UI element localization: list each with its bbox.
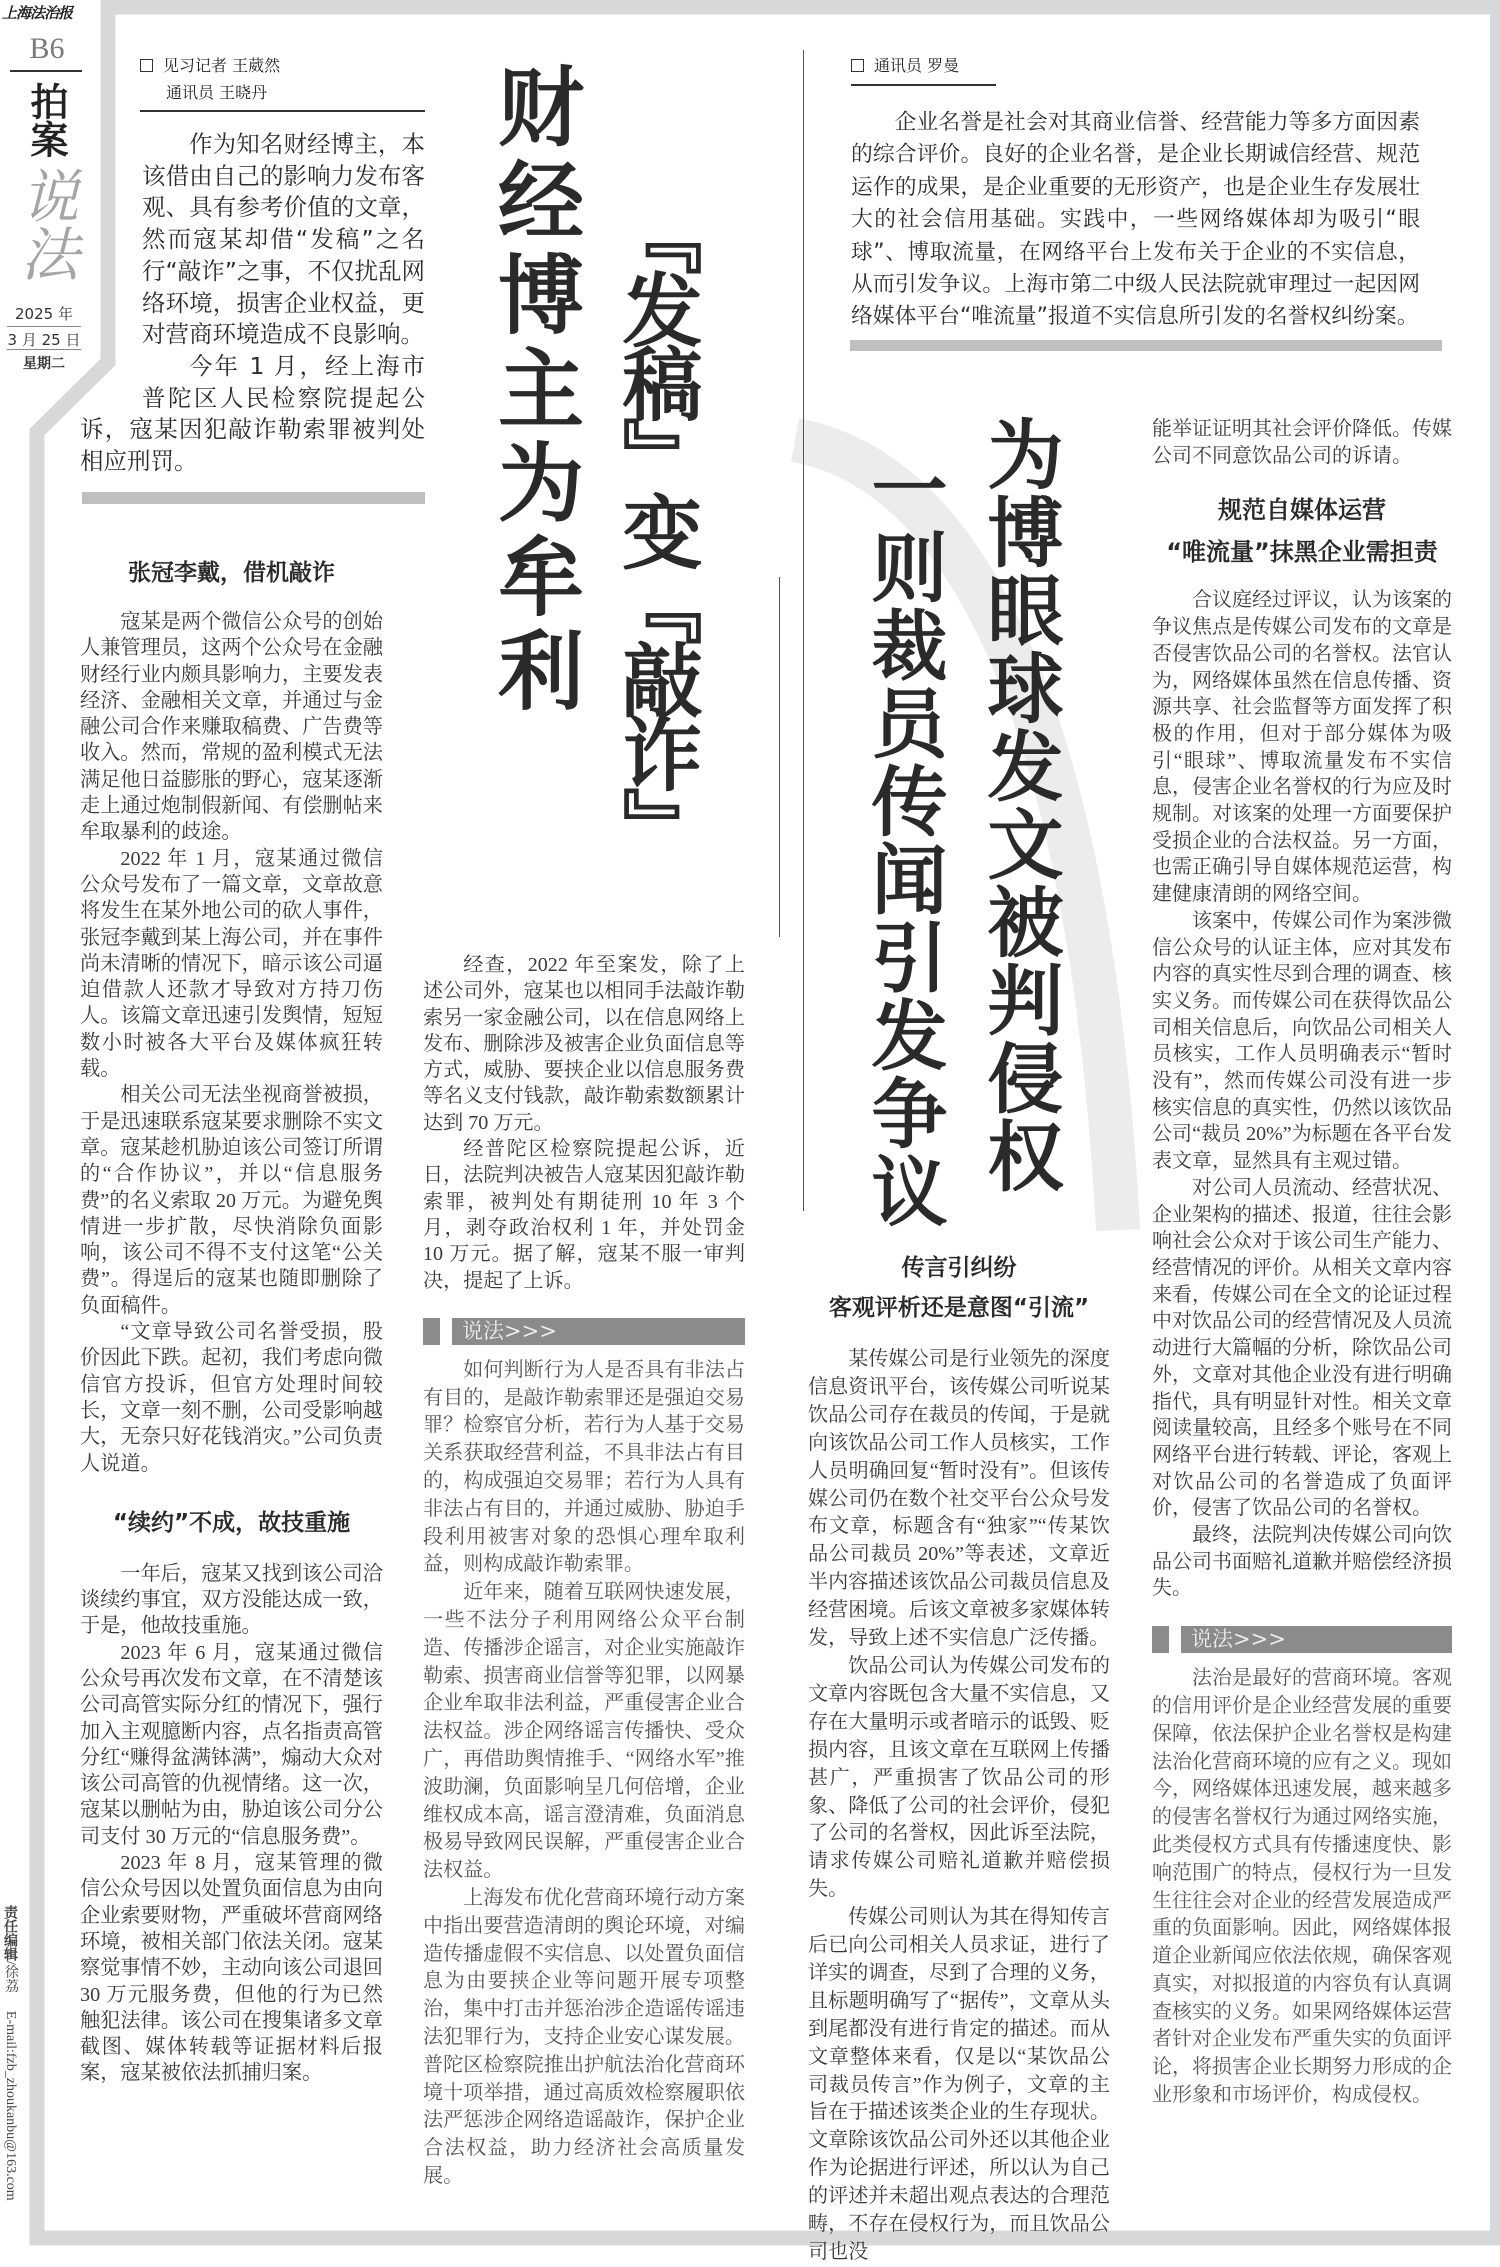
intro-gray-bar bbox=[850, 340, 1442, 351]
section-heading: 张冠李戴，借机敲诈 bbox=[128, 560, 335, 586]
byline-reporter: 见习记者 王葳然 bbox=[163, 56, 281, 75]
body-paragraph: 该案中，传媒公司作为案涉微信公众号的认证主体，应对其发布内容的真实性尽到合理的调查、核实义务。而传媒公司在获得饮品公司相关信息后，向饮品公司相关人员核实，工作人员明确表示“暂时没有”，然而传媒公司没有进一步核实信息的真实性，仍然以该饮品公司“裁员 20%”为标题在各平台发表文章，显然具有主观过错。 bbox=[1152, 909, 1452, 1173]
body-paragraph: 饮品公司认为传媒公司发布的文章内容既包含大量不实信息，又存在大量明示或者暗示的诋毁、贬损内容，且该文章在互联网上传播甚广，严重损害了饮品公司的形象、降低了公司的社会评价，侵犯了公司的名誉权，因此诉至法院，请求传媒公司赔礼道歉并赔偿损失。 bbox=[808, 1654, 1110, 1901]
body-paragraph: 经普陀区检察院提起公诉，近日，法院判决被告人寇某因犯敲诈勒索罪，被判处有期徒刑 10 年 3 个月，剥夺政治权利 1 年，并处罚金 10 万元。据了解，寇某不服一审判决，提起了上诉。 bbox=[423, 1138, 745, 1292]
intro-gray-bar bbox=[82, 492, 425, 504]
body-paragraph: “文章导致公司名誉受损，股价因此下跌。起初，我们考虑向微信官方投诉，但官方处理时间较长，文章一刻不删，公司受影响越大，无奈只好花钱消灾。”公司负责人说道。 bbox=[80, 1321, 383, 1475]
byline-rule bbox=[851, 84, 996, 86]
commentary-label bbox=[1152, 1626, 1452, 1653]
body-paragraph: 2023 年 8 月，寇某管理的微信公众号因以处置负面信息为由向企业索要财物，严重破坏营商网络环境，被相关部门依法关闭。寇某察觉事情不妙，主动向该公司退回 30 万元服务费，但他的行为已然触犯法律。该公司在搜集诸多文章截图、媒体转载等证据材料后报案，寇某被依法抓捕归案。 bbox=[80, 1852, 383, 2085]
article1-byline bbox=[140, 52, 280, 106]
section-heading: “续约”不成，故技重施 bbox=[112, 1509, 351, 1536]
body-paragraph: 一年后，寇某又找到该公司洽谈续约事宜，双方没能达成一致，于是，他故技重施。 bbox=[80, 1562, 383, 1638]
divider bbox=[10, 70, 82, 72]
article1-subheadline: 『发稿』变『敲诈』 bbox=[609, 195, 703, 861]
byline-box-icon bbox=[140, 59, 153, 72]
body-paragraph: 2023 年 6 月，寇某通过微信公众号再次发布文章，在不清楚该公司高管实际分红的情况下，强行加入主观臆断内容，点名指责高管分红“赚得盆满钵满”，煽动大众对该公司高管的仇视情绪。这一次，寇某以删帖为由，胁迫该公司分公司支付 30 万元的“信息服务费”。 bbox=[80, 1641, 383, 1848]
page-number: B6 bbox=[29, 32, 65, 65]
body-paragraph: 对公司人员流动、经营状况、企业架构的描述、报道，往往会影响社会公众对于该公司生产能力、经营情况的评价。从相关文章内容来看，传媒公司在全文的论证过程中对饮品公司的经营情况及人员流动进行大篇幅的分析，除饮品公司外，文章对其他企业没有进行明确指代，具有明显针对性。相关文章阅读量较高，且经多个账号在不同网络平台进行转载、评论，客观上对饮品公司的名誉造成了负面评价，侵害了饮品公司的名誉权。 bbox=[1152, 1176, 1452, 1520]
column-name-top: 拍案 bbox=[24, 82, 68, 158]
byline-correspondent: 通讯员 王晓丹 bbox=[166, 83, 268, 102]
article1-intro bbox=[80, 129, 425, 478]
decorative-arc bbox=[795, 440, 1118, 1230]
commentary bbox=[423, 1357, 745, 2191]
editor-email[interactable]: E-mail:fzb_zhoukanbu@163.com bbox=[3, 2010, 18, 2201]
byline-rule bbox=[140, 110, 425, 112]
body-paragraph: 2022 年 1 月，寇某通过微信公众号发布了一篇文章，文章故意将发生在某外地公司的砍人事件，张冠李戴到某上海公司，并在事件尚未清晰的情况下，暗示该公司逼迫借款人还款才导致对方持刀伤人。该篇文章迅速引发舆情，短短数小时被各大平台及媒体疯狂转载。 bbox=[80, 847, 383, 1081]
article2-subheadline: 一则裁员传闻引发争议 bbox=[859, 450, 948, 1230]
body-paragraph: 合议庭经过评议，认为该案的争议焦点是传媒公司发布的文章是否侵害饮品公司的名誉权。法官认为，网络媒体虽然在信息传播、资源共享、社会监督等方面发挥了积极的作用，但对于部分媒体为吸引“眼球”、博取流量发布不实信息，侵害企业名誉权的行为应及时规制。对该案的处理一方面要保护受损企业的合法权益。另一方面，也需正确引导自媒体规范运营，构建健康清朗的网络空间。 bbox=[1152, 589, 1452, 906]
commentary-paragraph: 如何判断行为人是否具有非法占有目的，是敲诈勒索罪还是强迫交易罪？检察官分析，若行为人基于交易关系获取经营利益，不具非法占有目的，构成强迫交易罪；若行为人具有非法占有目的，并通过威胁、胁迫手段利用被害对象的恐惧心理牟取利益，则构成敲诈勒索罪。 bbox=[423, 1358, 745, 1576]
commentary-label-text: 说法>>> bbox=[452, 1318, 745, 1345]
article1-middle-column bbox=[423, 952, 745, 2191]
column-name-bottom: 说法 bbox=[11, 166, 79, 282]
editor-credit bbox=[0, 1905, 20, 2201]
issue-date: 3 月 25 日 bbox=[7, 331, 81, 349]
intro-paragraph: 企业名誉是社会对其商业信誉、经营能力等多方面因素的综合评价。良好的企业名誉，是企业长期诚信经营、规范运作的成果，是企业重要的无形资产，也是企业生存发展壮大的社会信用基础。实践中，一些网络媒体却为吸引“眼球”、博取流量，在网络平台上发布关于企业的不实信息，从而引发争议。上海市第二中级人民法院就审理过一起因网络媒体平台“唯流量”报道不实信息所引发的名誉权纠纷案。 bbox=[851, 110, 1420, 330]
byline-box-icon bbox=[851, 59, 864, 72]
article2-center-column bbox=[808, 1248, 1110, 2267]
article2-headline: 为博眼球发文被判侵权 bbox=[975, 415, 1064, 1195]
section-heading-line1: 规范自媒体运营 bbox=[1218, 496, 1386, 525]
section-heading-line2: “唯流量”抹黑企业需担责 bbox=[1166, 538, 1438, 567]
intro-paragraph: 作为知名财经博主，本该借由自己的影响力发布客观、具有参考价值的文章，然而寇某却借“发稿”之名行“敲诈”之事，不仅扰乱网络环境，损害企业权益，更对营商环境造成不良影响。 bbox=[142, 130, 425, 349]
section-heading-line2: 客观评析还是意图“引流” bbox=[828, 1295, 1090, 1321]
newspaper-masthead: 上海法治报 bbox=[2, 4, 73, 22]
divider bbox=[7, 326, 81, 327]
article1-left-column bbox=[80, 553, 383, 2087]
article2-intro bbox=[851, 107, 1420, 334]
label-square bbox=[423, 1318, 440, 1345]
section-heading-line1: 传言引纠纷 bbox=[901, 1255, 1017, 1281]
article2-right-column bbox=[1152, 416, 1452, 2110]
commentary-paragraph: 近年来，随着互联网快速发展，一些不法分子利用网络公众平台制造、传播涉企谣言，对企业实施敲诈勒索、损害商业信誉等犯罪，以网暴企业牟取非法利益，严重侵害企业合法权益。涉企网络谣言传播快、受众广，再借助舆情推手、“网络水军”推波助澜，负面影响呈几何倍增，企业维权成本高，谣言澄清难，负面消息极易导致网民误解，严重侵害企业合法权益。 bbox=[423, 1581, 745, 1882]
body-paragraph: 某传媒公司是行业领先的深度信息资讯平台，该传媒公司听说某饮品公司存在裁员的传闻，于是就向该饮品公司工作人员核实，工作人员明确回复“暂时没有”。但该传媒公司仍在数个社交平台公众号发布文章，标题含有“独家”“传某饮品公司裁员 20%”等表述，文章近半内容描述该饮品公司裁员信息及经营困境。后该文章被多家媒体转发，导致上述不实信息广泛传播。 bbox=[808, 1348, 1110, 1650]
body-paragraph: 寇某是两个微信公众号的创始人兼管理员，这两个公众号在金融财经行业内颇具影响力，主要发表经济、金融相关文章，并通过与金融公司合作来赚取稿费、广告费等收入。然而，常规的盈利模式无法满足他日益膨胀的野心，寇某逐渐走上通过炮制假新闻、有偿删帖来牟取暴利的歧途。 bbox=[80, 611, 383, 844]
label-square bbox=[1152, 1626, 1169, 1653]
commentary bbox=[1152, 1665, 1452, 2110]
commentary-label bbox=[423, 1318, 745, 1345]
body-paragraph: 经查，2022 年至案发，除了上述公司外，寇某也以相同手法敲诈勒索另一家金融公司，以在信息网络上发布、删除涉及被害企业负面信息等方式，威胁、要挟企业以信息服务费等名义支付钱款，敲诈勒索数额累计达到 70 万元。 bbox=[423, 954, 745, 1134]
commentary-paragraph: 上海发布优化营商环境行动方案中指出要营造清朗的舆论环境，对编造传播虚假不实信息、以处置负面信息为由要挟企业等问题开展专项整治，集中打击并惩治涉企造谣传谣违法犯罪行为，支持企业安心谋发展。普陀区检察院推出护航法治化营商环境十项举措，通过高质效检察履职依法严惩涉企网络造谣敲诈，保护企业合法权益，助力经济社会高质量发展。 bbox=[423, 1887, 745, 2187]
body-paragraph: 相关公司无法坐视商誉被损，于是迅速联系寇某要求删除不实文章。寇某趁机胁迫该公司签订所谓的“合作协议”，并以“信息服务费”的名义索取 20 万元。为避免舆情进一步扩散，尽快消除负面影响，该公司不得不支付这笔“公关费”。得逞后的寇某也随即删除了负面稿件。 bbox=[80, 1084, 383, 1317]
divider bbox=[7, 349, 81, 350]
article2-byline bbox=[851, 52, 959, 79]
issue-year: 2025 年 bbox=[15, 305, 73, 323]
byline-correspondent: 通讯员 罗曼 bbox=[874, 56, 960, 75]
commentary-label-text: 说法>>> bbox=[1181, 1626, 1452, 1653]
body-paragraph: 最终，法院判决传媒公司向饮品公司书面赔礼道歉并赔偿经济损失。 bbox=[1152, 1524, 1452, 1600]
editor-label: 责任编辑 bbox=[2, 1905, 18, 1961]
body-paragraph-continued: 能举证证明其社会评价降低。传媒公司不同意饮品公司的诉请。 bbox=[1152, 418, 1452, 467]
article1-headline: 财经博主为牟利 bbox=[483, 62, 584, 720]
issue-weekday: 星期二 bbox=[23, 356, 65, 372]
commentary-paragraph: 法治是最好的营商环境。客观的信用评价是企业经营发展的重要保障，依法保护企业名誉权是构建法治化营商环境的应有之义。现如今，网络媒体迅速发展，越来越多的侵害名誉权行为通过网络实施，此类侵权方式具有传播速度快、影响范围广的特点，侵权行为一旦发生往往会对企业的经营发展造成严重的负面影响。因此，网络媒体报道企业新闻应依法依规，确保客观真实，对拟报道的内容负有认真调查核实的义务。如果网络媒体运营者针对企业发布严重失实的负面评论，将损害企业长期努力形成的企业形象和市场评价，构成侵权。 bbox=[1152, 1667, 1452, 2107]
editor-name: /徐荔 bbox=[3, 1961, 18, 1993]
body-paragraph: 传媒公司则认为其在得知传言后已向公司相关人员求证，进行了详实的调查，尽到了合理的义务，且标题明确写了“据传”，文章从头到尾都没有进行肯定的描述。而从文章整体来看，仅是以“某饮品公司裁员传言”作为例子，文章的主旨在于描述该类企业的生存现状。文章除该饮品公司外还以其他企业作为论据进行评述，所以认为自己的评述并未超出观点表达的合理范畴，不存在侵权行为，而且饮品公司也没 bbox=[808, 1906, 1110, 2263]
intro-paragraph: 今年 1 月，经上海市普陀区人民检察院提起公诉，寇某因犯敲诈勒索罪被判处相应刑罚。 bbox=[80, 351, 425, 476]
